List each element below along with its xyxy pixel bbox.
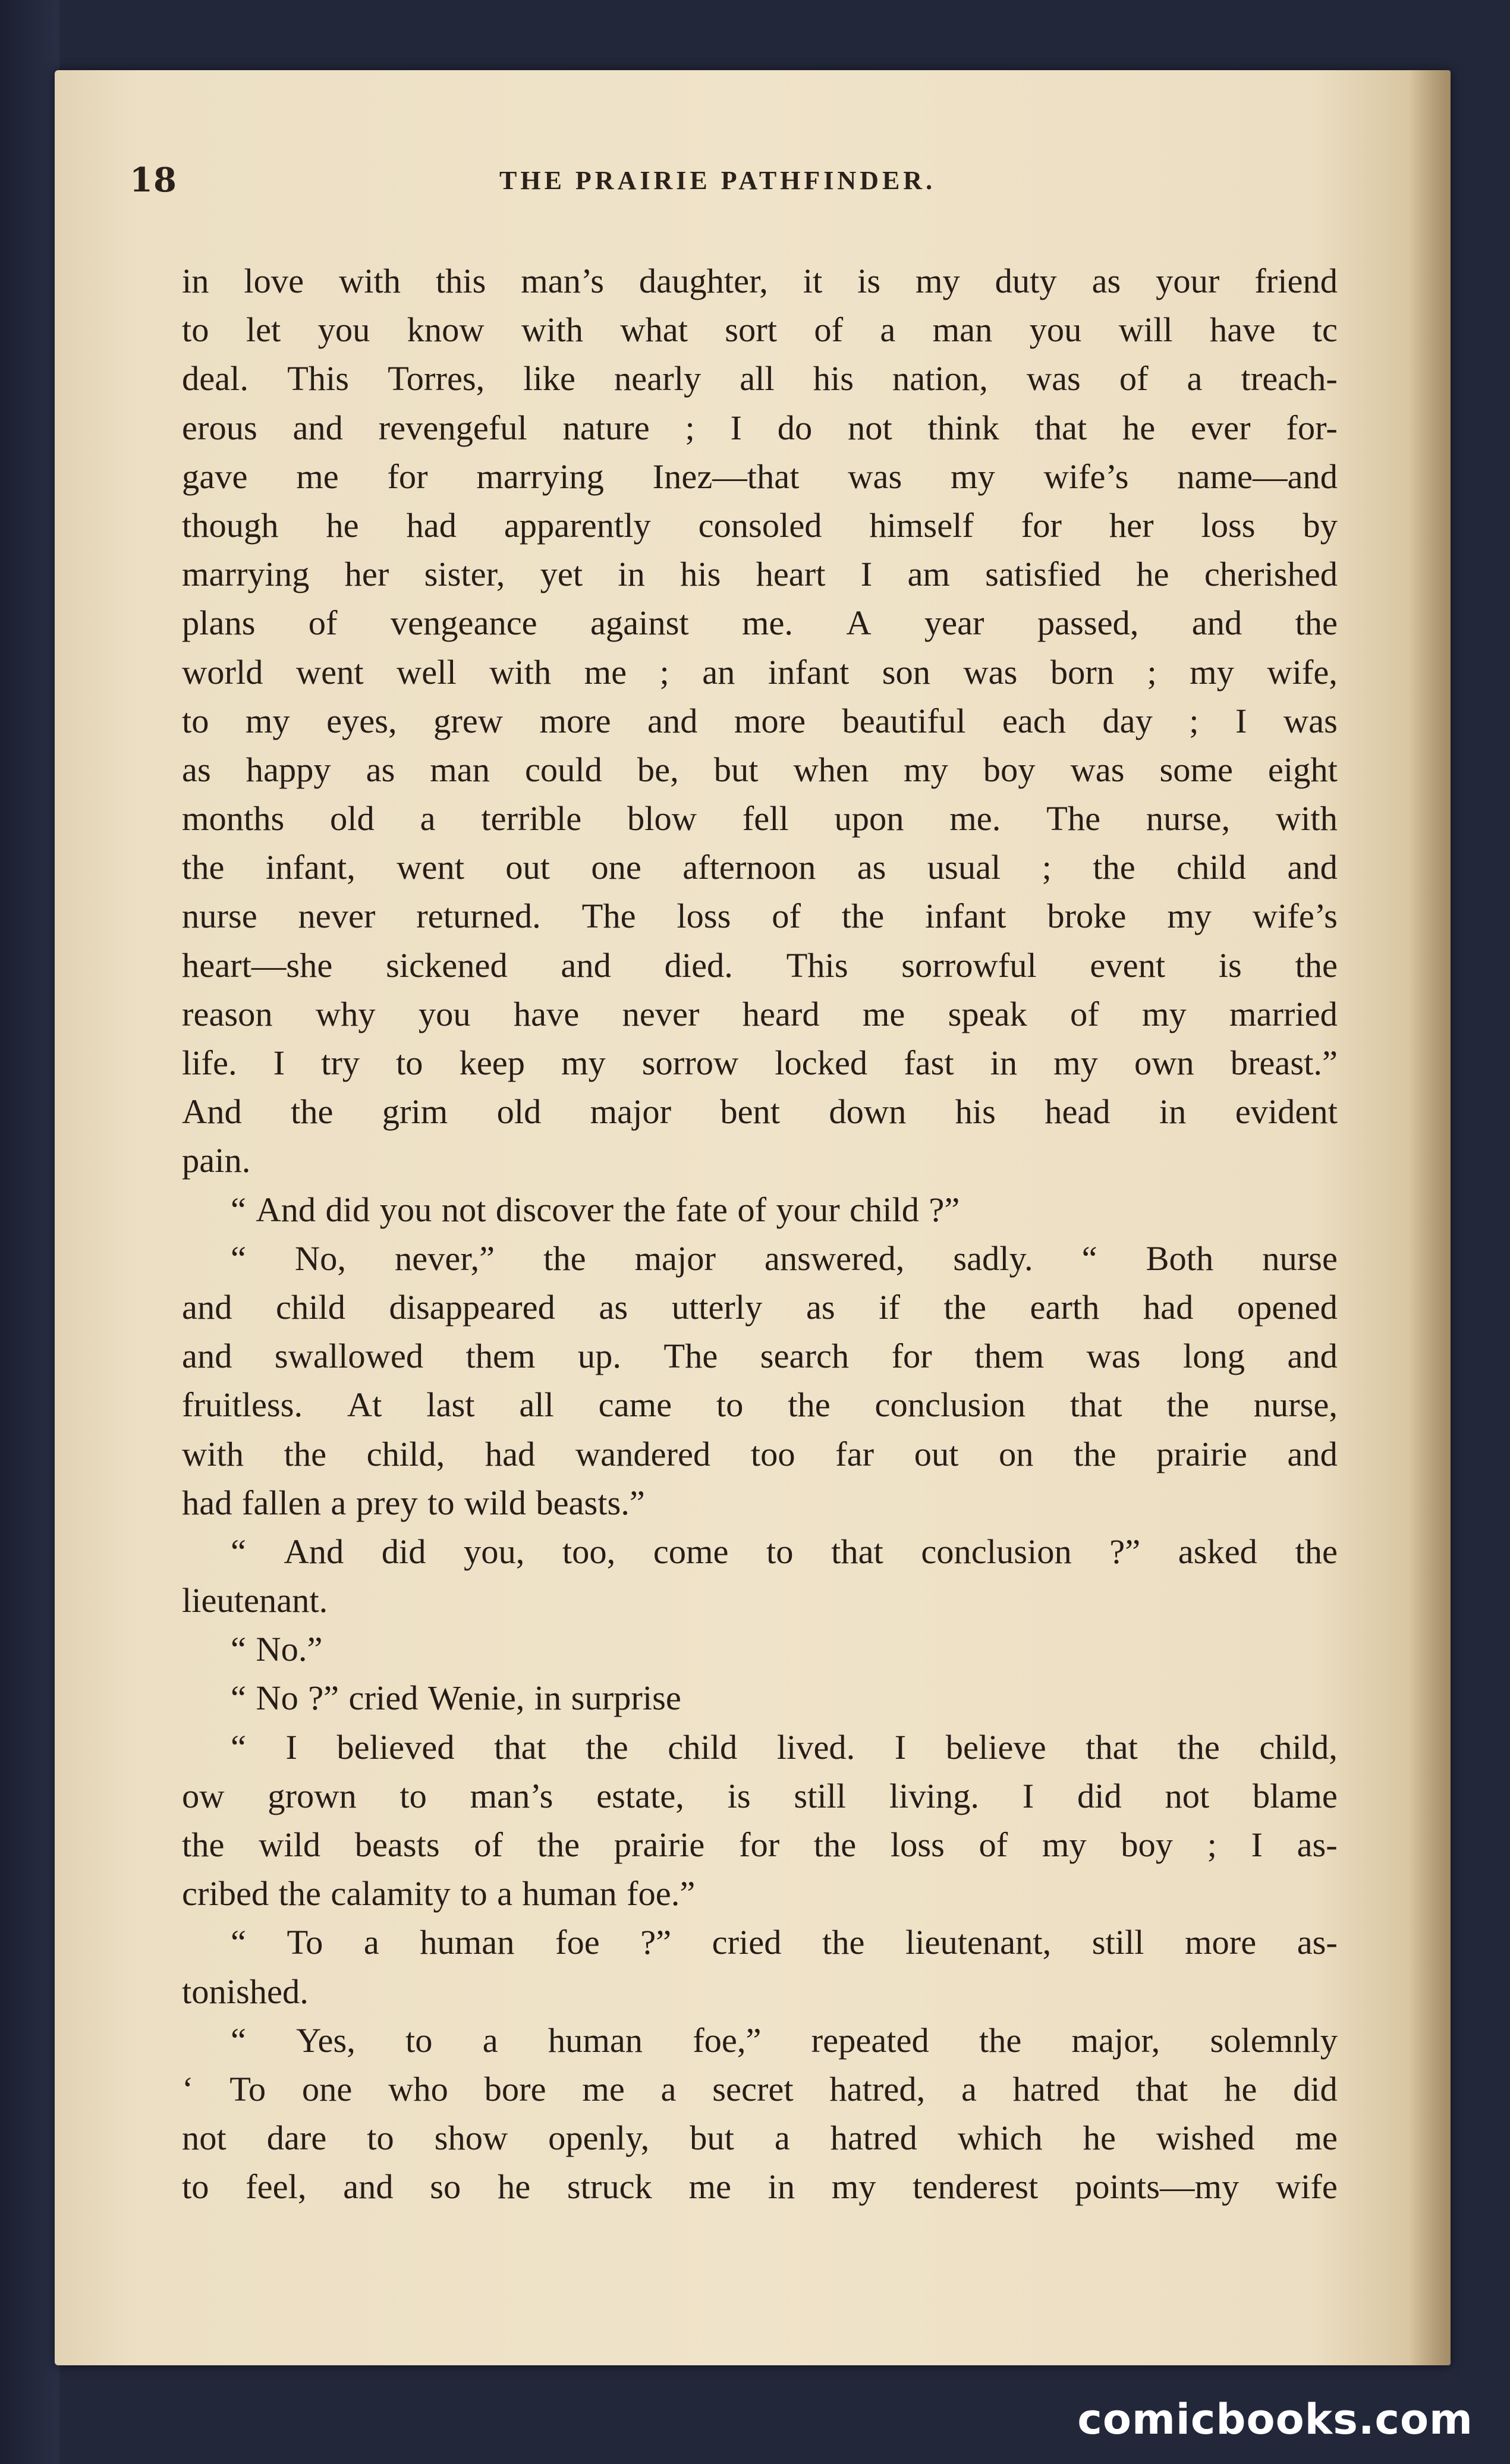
page-edge-shadow xyxy=(1409,70,1451,2365)
text-line: to let you know with what sort of a man you will have tc xyxy=(182,310,1338,350)
text-line: fruitless. At last all came to the conclusion that the nurse, xyxy=(182,1385,1338,1425)
text-line: ‘ To one who bore me a secret hatred, a hatred that he did xyxy=(182,2069,1338,2108)
text-line: lieutenant. xyxy=(182,1581,328,1620)
page-number: 18 xyxy=(130,161,177,200)
text-line: the wild beasts of the prairie for the loss of my boy ; I as- xyxy=(182,1825,1338,1864)
text-line: “ To a human foe ?” cried the lieutenant, still more as- xyxy=(231,1923,1338,1962)
text-line: And the grim old major bent down his head in evident xyxy=(182,1092,1338,1132)
text-line: life. I try to keep my sorrow locked fast in my own breast.” xyxy=(182,1044,1338,1082)
text-line: had fallen a prey to wild beasts.” xyxy=(182,1483,645,1522)
text-line: “ No, never,” the major answered, sadly. “ Both nurse xyxy=(231,1239,1338,1278)
text-line: heart—she sickened and died. This sorrowful event is the xyxy=(182,945,1338,985)
text-line: months old a terrible blow fell upon me. The nurse, with xyxy=(182,799,1338,838)
text-line: nurse never returned. The loss of the infant broke my wife’s xyxy=(182,897,1338,936)
text-line: plans of vengeance against me. A year passed, and the xyxy=(182,604,1338,643)
text-line: and swallowed them up. The search for them was long and xyxy=(182,1337,1338,1376)
text-line: not dare to show openly, but a hatred which he wished me xyxy=(182,2119,1338,2158)
text-line: tonished. xyxy=(182,1972,309,2011)
text-line: world went well with me ; an infant son was born ; my wife, xyxy=(182,652,1338,692)
text-line: reason why you have never heard me speak of my married xyxy=(182,994,1338,1033)
text-line: “ Yes, to a human foe,” repeated the major, solemnly xyxy=(231,2020,1338,2060)
text-line: though he had apparently consoled himself for her loss by xyxy=(182,505,1338,545)
text-line: as happy as man could be, but when my boy was some eight xyxy=(182,750,1338,789)
running-head: THE PRAIRIE PATHFINDER. xyxy=(499,166,936,195)
text-line: marrying her sister, yet in his heart I am satisfied he cherished xyxy=(182,555,1338,594)
text-line: the infant, went out one afternoon as usual ; the child and xyxy=(182,848,1338,887)
text-line: in love with this man’s daughter, it is my duty as your friend xyxy=(182,262,1338,300)
text-line: pain. xyxy=(182,1141,251,1180)
text-line: erous and revengeful nature ; I do not think that he ever for- xyxy=(182,408,1338,447)
text-line: to feel, and so he struck me in my tenderest points—my wife xyxy=(182,2167,1338,2207)
text-line: with the child, had wandered too far out on the prairie and xyxy=(182,1434,1338,1473)
text-line: “ No.” xyxy=(231,1630,323,1669)
body-text xyxy=(182,257,1338,2212)
text-line: and child disappeared as utterly as if the earth had opened xyxy=(182,1287,1338,1327)
text-line: “ No ?” cried Wenie, in surprise xyxy=(231,1679,681,1718)
text-line: deal. This Torres, like nearly all his nation, was of a treach- xyxy=(182,359,1338,398)
text-line: cribed the calamity to a human foe.” xyxy=(182,1874,696,1913)
text-line: ow grown to man’s estate, is still living. I did not blame xyxy=(182,1776,1338,1815)
text-line: “ And did you, too, come to that conclusion ?” asked the xyxy=(231,1532,1338,1571)
watermark: comicbooks.com xyxy=(1077,2395,1473,2444)
text-line: to my eyes, grew more and more beautiful each day ; I was xyxy=(182,701,1338,740)
text-line: “ I believed that the child lived. I believe that the child, xyxy=(231,1727,1338,1767)
scan-background xyxy=(0,0,59,2464)
text-line: “ And did you not discover the fate of your child ?” xyxy=(231,1190,960,1229)
text-line: gave me for marrying Inez—that was my wife’s name—and xyxy=(182,457,1338,496)
